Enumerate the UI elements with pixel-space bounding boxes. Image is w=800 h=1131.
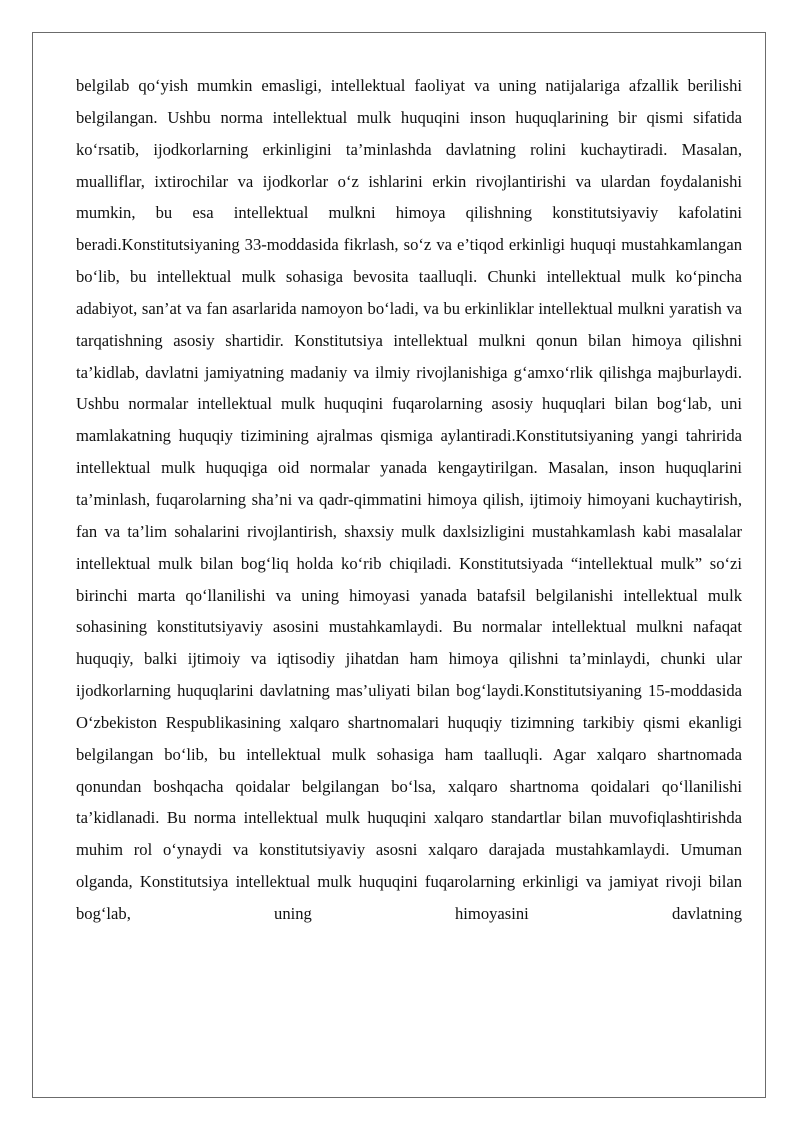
body-paragraph: belgilab qo‘yish mumkin emasligi, intellektual faoliyat va uning natijalariga afzallik berilishi belgilangan. Ushbu norma intellektual mulk huquqini inson huquqlarining bir qismi sifatida ko‘rsatib, ijodkorlarning erkinligini ta’minlashda davlatning rolini kuchaytiradi. Masalan, mualliflar, ixtirochilar va ijodkorlar o‘z ishlarini erkin rivojlantirishi va ulardan foydalanishi mumkin, bu esa intellektual mulkni himoya qilishning konstitutsiyaviy kafolatini beradi.Konstitutsiyaning 33-moddasida fikrlash, so‘z va e’tiqod erkinligi huquqi mustahkamlangan bo‘lib, bu intellektual mulk sohasiga bevosita taalluqli. Chunki intellektual mulk ko‘pincha adabiyot, san’at va fan asarlarida namoyon bo‘ladi, va bu erkinliklar intellektual mulkni yaratish va tarqatishning asosiy shartidir. Konstitutsiya intellektual mulkni qonun bilan himoya qilishni ta’kidlab, davlatni jamiyatning madaniy va ilmiy rivojlanishiga g‘amxo‘rlik qilishga majburlaydi. Ushbu normalar intellektual mulk huquqini fuqarolarning asosiy huquqlari bilan bog‘lab, uni mamlakatning huquqiy tizimining ajralmas qismiga aylantiradi.Konstitutsiyaning yangi tahririda intellektual mulk huquqiga oid normalar yanada kengaytirilgan. Masalan, inson huquqlarini ta’minlash, fuqarolarning sha’ni va qadr-qimmatini himoya qilish, ijtimoiy himoyani kuchaytirish, fan va ta’lim sohalarini rivojlantirish, shaxsiy mulk daxlsizligini mustahkamlash kabi masalalar intellektual mulk bilan bog‘liq holda ko‘rib chiqiladi. Konstitutsiyada “intellektual mulk” so‘zi birinchi marta qo‘llanilishi va uning himoyasi yanada batafsil belgilanishi intellektual mulk sohasining konstitutsiyaviy asosini mustahkamlaydi. Bu normalar intellektual mulkni nafaqat huquqiy, balki ijtimoiy va iqtisodiy jihatdan ham himoya qilishni ta’minlaydi, chunki ular ijodkorlarning huquqlarini davlatning mas’uliyati bilan bog‘laydi.Konstitutsiyaning 15-moddasida O‘zbekiston Respublikasining xalqaro shartnomalari huquqiy tizimning tarkibiy qismi ekanligi belgilangan bo‘lib, bu intellektual mulk sohasiga ham taalluqli. Agar xalqaro shartnomada qonundan boshqacha qoidalar belgilangan bo‘lsa, xalqaro shartnoma qoidalari qo‘llanilishi ta’kidlanadi. Bu norma intellektual mulk huquqini xalqaro standartlar bilan muvofiqlashtirishda muhim rol o‘ynaydi va konstitutsiyaviy asosni xalqaro darajada mustahkamlaydi. Umuman olganda, Konstitutsiya intellektual mulk huquqini fuqarolarning erkinligi va jamiyat rivoji bilan bog‘lab, uning himoyasini davlatning [76, 76, 742, 923]
